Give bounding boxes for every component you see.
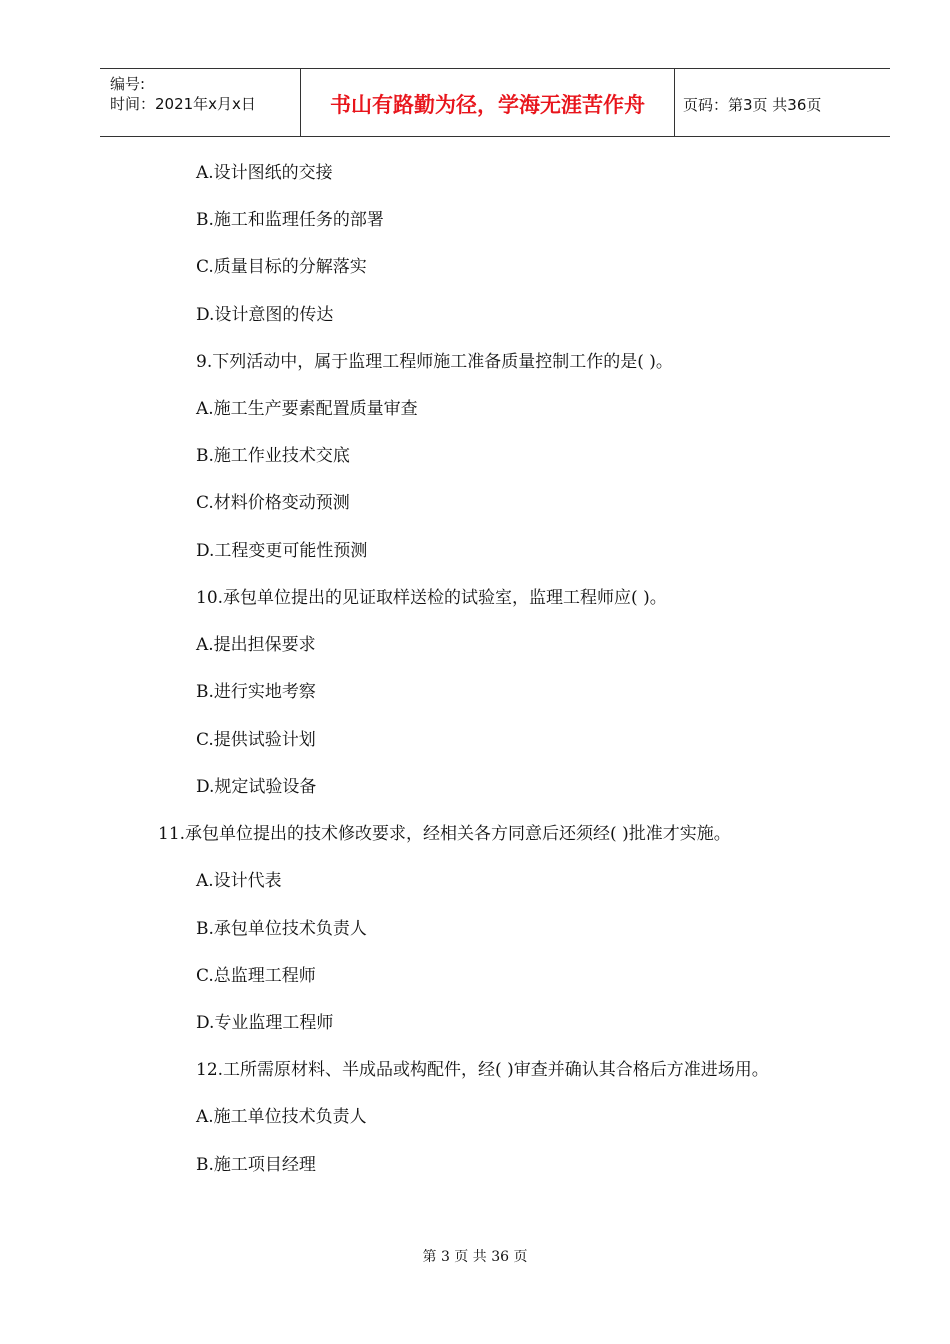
option-line: B.施工作业技术交底 [196, 446, 350, 466]
option-line: C.提供试验计划 [196, 730, 316, 750]
option-line: A.施工生产要素配置质量审查 [196, 399, 418, 419]
option-line: A.施工单位技术负责人 [196, 1107, 367, 1127]
page-header [100, 68, 890, 137]
option-line: A.设计代表 [196, 871, 282, 891]
header-info-cell [100, 69, 301, 136]
question-line: 10.承包单位提出的见证取样送检的试验室，监理工程师应( )。 [196, 588, 667, 608]
option-line: B.施工和监理任务的部署 [196, 210, 384, 230]
option-line: B.施工项目经理 [196, 1155, 316, 1175]
option-line: D.设计意图的传达 [196, 305, 334, 325]
header-page-cell [675, 69, 890, 136]
document-time-label: 时间：2021年x月x日 [110, 95, 256, 113]
document-number-label: 编号: [110, 75, 146, 93]
page-footer: 第 3 页 共 36 页 [422, 1249, 528, 1265]
option-line: D.专业监理工程师 [196, 1013, 334, 1033]
option-line: B.承包单位技术负责人 [196, 919, 367, 939]
question-line: 12.工所需原材料、半成品或构配件，经( )审查并确认其合格后方准进场用。 [196, 1060, 769, 1080]
question-line: 11.承包单位提出的技术修改要求，经相关各方同意后还须经( )批准才实施。 [158, 824, 731, 844]
header-page-code: 页码：第3页 共36页 [683, 96, 822, 114]
question-line: 9.下列活动中，属于监理工程师施工准备质量控制工作的是( )。 [196, 352, 673, 372]
option-line: C.材料价格变动预测 [196, 493, 350, 513]
option-line: A.设计图纸的交接 [196, 163, 333, 183]
option-line: B.进行实地考察 [196, 682, 316, 702]
header-motto-cell [301, 69, 675, 136]
option-line: C.质量目标的分解落实 [196, 257, 367, 277]
option-line: D.规定试验设备 [196, 777, 317, 797]
option-line: D.工程变更可能性预测 [196, 541, 368, 561]
header-motto: 书山有路勤为径，学海无涯苦作舟 [330, 93, 645, 117]
option-line: A.提出担保要求 [196, 635, 316, 655]
option-line: C.总监理工程师 [196, 966, 316, 986]
